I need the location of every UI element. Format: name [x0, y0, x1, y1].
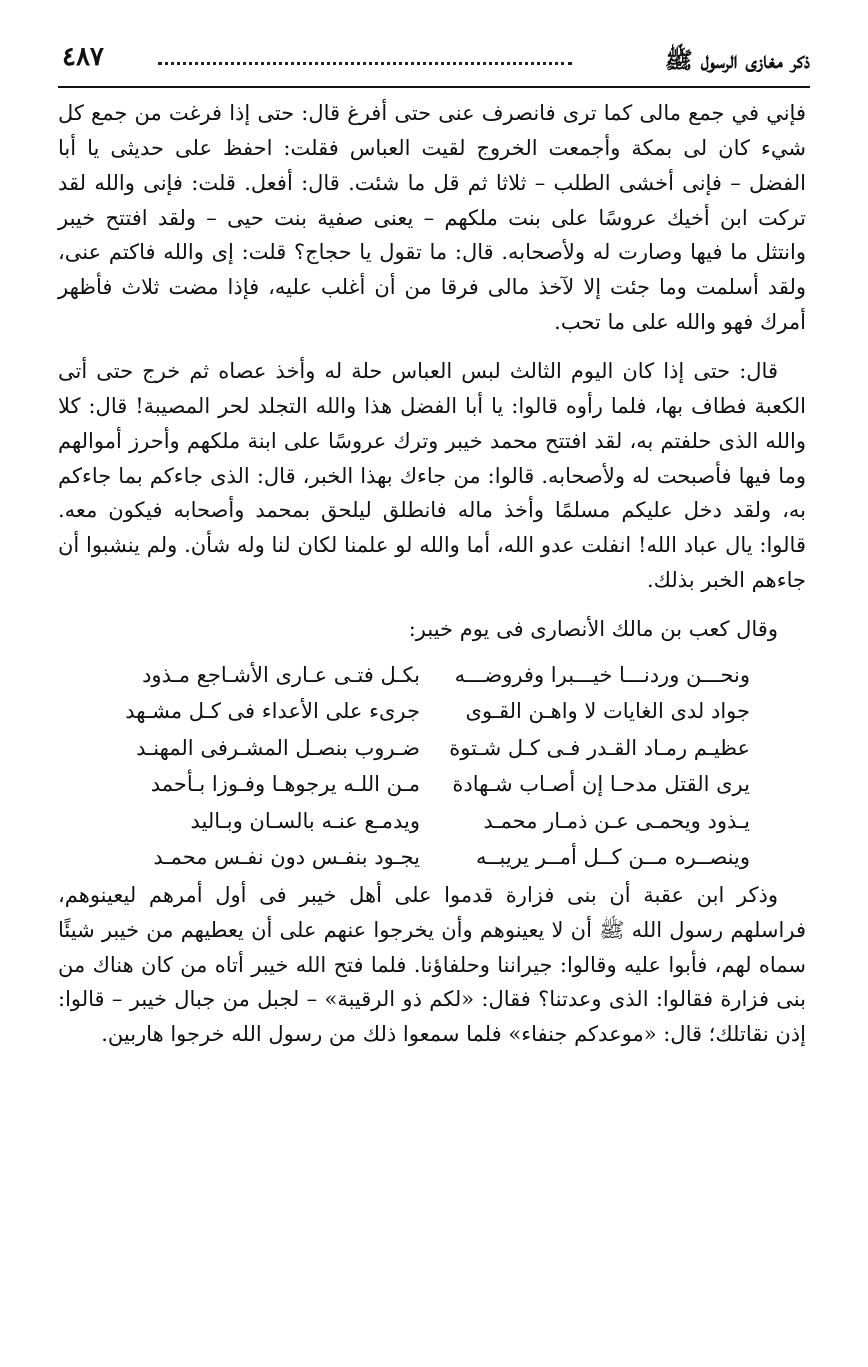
poem-verse [58, 730, 806, 767]
header-rule [58, 86, 810, 88]
verse-first-hemistich: يرى القتل مدحـا إن أصـاب شـهادة [452, 772, 750, 797]
poem-intro: وقال كعب بن مالك الأنصارى فى يوم خيبر: [408, 617, 778, 642]
poem-verse [58, 693, 806, 730]
paragraph: وذكر ابن عقبة أن بنى فزارة قدموا على أهل خيبر فى أول أمرهم ليعينوهم، فراسلهم رسول الله ﷺ أن لا يعينوهم وأن يخرجوا عنهم على أن يعطيهم من خيبر شيئًا سماه لهم، فأبوا عليه وقالوا: جيراننا وحلفاؤنا. فلما فتح الله خيبر أتاه من كان هناك من بنى فزارة فقالوا: الذى وعدتنا؟ فقال: «لكم ذو الرقيبة» – لجبل من جبال خيبر – قالوا: إذن نقاتلك؛ قال: «موعدكم جنفاء» فلما سمعوا ذلك من رسول الله خرجوا هاربين. [58, 882, 806, 1047]
verse-first-hemistich: جواد لدى الغايات لا واهـن القـوى [465, 699, 750, 724]
poem-verse [58, 803, 806, 840]
poem-verse [58, 657, 806, 694]
poem-verse [58, 766, 806, 803]
verse-second-hemistich: يجـود بنفـس دون نفـس محمـد [153, 845, 420, 870]
verse-second-hemistich: بكـل فتـى عـارى الأشـاجع مـذود [142, 662, 420, 687]
verse-second-hemistich: ضـروب بنصـل المشـرفى المهنـد [136, 735, 420, 760]
running-title: ذكر مغازى الرسول ﷺ [664, 47, 810, 74]
page-header [62, 40, 810, 84]
verse-second-hemistich: مـن اللـه يرجوهـا وفـوزا بـأحمد [150, 772, 420, 797]
dotted-leader [158, 62, 572, 65]
verse-second-hemistich: جرىء على الأعداء فى كـل مشـهد [125, 699, 420, 724]
verse-first-hemistich: يـذود ويحمـى عـن ذمـار محمـد [483, 808, 750, 833]
verse-first-hemistich: عظيـم رمـاد القـدر فـى كـل شـتوة [449, 735, 750, 760]
paragraph: فإني في جمع مالى كما ترى فانصرف عنى حتى أفرغ قال: حتى إذا فرغت من جمع كل شيء كان لى بمكة وأجمعت الخروج لقيت العباس فقلت: احفظ على حديثى يا أبا الفضل – فإنى أخشى الطلب – ثلاثا ثم قل ما شئت. قال: أفعل. قلت: فإنى والله لقد تركت ابن أخيك عروسًا على بنت ملكهم – يعنى صفية بنت حيى – ولقد افتتح خيبر وانتثل ما فيها وصارت له ولأصحابه. قال: ما تقول يا حجاج؟ قلت: إى والله فاكتم عنى، ولقد أسلمت وما جئت إلا لآخذ مالى فرقا من أن أغلب عليه، فإذا مضت ثلاث فأظهر أمرك فهو والله على ما تحب. [58, 101, 806, 335]
poem [58, 657, 806, 876]
page-body [58, 96, 806, 1052]
verse-first-hemistich: وينصــره مــن كــل أمــر يريبــه [475, 845, 750, 870]
page-number: ٤٨٧ [62, 42, 104, 72]
verse-second-hemistich: ويدمـع عنـه بالسـان وبـاليد [190, 808, 420, 833]
verse-first-hemistich: ونحـــن وردنـــا خيـــبرا وفروضـــه [454, 662, 750, 687]
paragraph: قال: حتى إذا كان اليوم الثالث لبس العباس حلة له وأخذ عصاه ثم خرج حتى أتى الكعبة فطاف بها، فلما رأوه قالوا: يا أبا الفضل هذا والله التجلد لحر المصيبة! قال: كلا والله الذى حلفتم به، لقد افتتح محمد خيبر وترك عروسًا على ابنة ملكهم وأحرز أموالهم وما فيها فأصبحت له ولأصحابه. قالوا: من جاءك بهذا الخبر، قال: الذى جاءكم بما جاءكم به، ولقد دخل عليكم مسلمًا وأخذ ماله فانطلق ليلحق بمحمد وأصحابه فيكون معه. قالوا: يال عباد الله! انفلت عدو الله، أما والله لو علمنا لكان لنا وله شأن. ولم ينشبوا أن جاءهم الخبر بذلك. [58, 359, 806, 593]
poem-verse [58, 839, 806, 876]
